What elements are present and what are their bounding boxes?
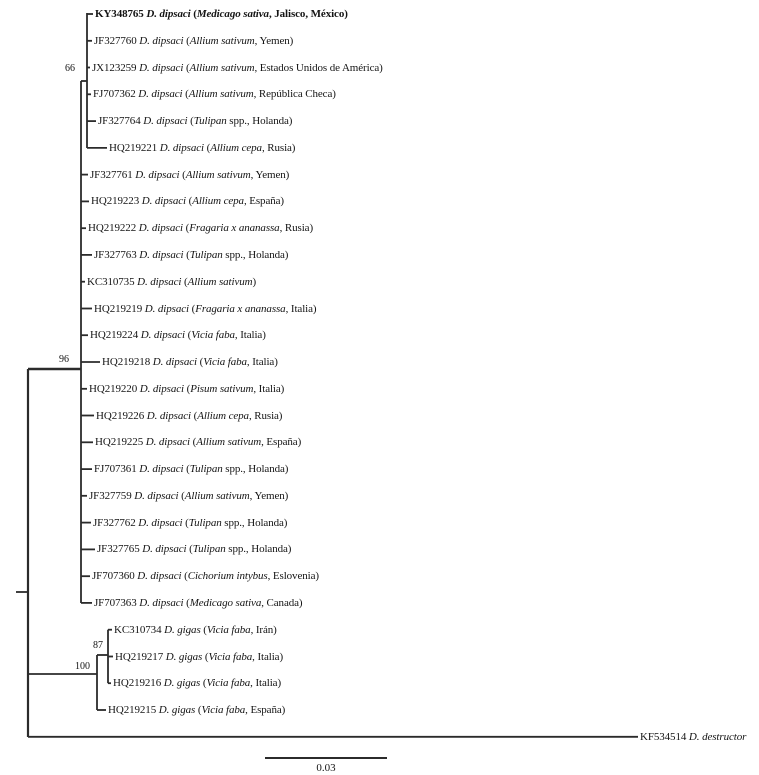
taxon-label-segment: (: [182, 222, 190, 235]
taxon-label-segment: (: [181, 570, 188, 583]
taxon-label-segment: , España): [245, 704, 286, 716]
taxon-label-segment: Tulipan: [189, 248, 223, 261]
taxon-label-segment: Medicago sativa: [196, 8, 269, 20]
taxon-label-segment: D. dipsaci: [146, 8, 191, 20]
taxon-label-segment: , Italia): [253, 382, 285, 395]
taxon-label-segment: D. gigas: [164, 623, 201, 636]
taxon-label-segment: D. dipsaci: [138, 88, 183, 101]
taxon-label-segment: , Yemen): [250, 168, 290, 181]
taxon-label-segment: , República Checa): [253, 88, 336, 101]
taxon-label-segment: JF327764: [98, 115, 144, 128]
taxon-label-segment: HQ219225: [95, 436, 146, 449]
taxon-label: [92, 60, 383, 76]
taxon-label-segment: HQ219219: [94, 302, 145, 315]
taxon-label-segment: Allium cepa: [210, 141, 262, 154]
taxon-label: [95, 6, 348, 22]
taxon-label: [114, 622, 277, 638]
taxon-label: [90, 167, 289, 183]
taxon-label-segment: D. dipsaci: [141, 195, 186, 208]
taxon-label-segment: Allium sativum: [184, 489, 250, 502]
taxon-label-segment: D. dipsaci: [145, 436, 190, 449]
taxon-label-segment: , Italia): [234, 329, 266, 342]
taxon-label-segment: JX123259: [92, 61, 140, 74]
taxon-label-segment: , Irán): [250, 623, 277, 636]
taxon-label-segment: Pisum sativum: [190, 382, 254, 395]
taxon-label-segment: JF707363: [94, 596, 140, 609]
taxon-label-segment: Allium sativum: [196, 436, 262, 449]
taxon-label-segment: Allium sativum: [189, 61, 255, 74]
taxon-label-segment: HQ219222: [88, 222, 139, 235]
taxon-label-segment: JF327763: [94, 248, 140, 261]
taxon-label-segment: (: [183, 463, 190, 476]
taxon-label-segment: , Italia): [246, 356, 278, 368]
bootstrap-support-value: 96: [59, 354, 69, 365]
taxon-label: [640, 729, 746, 745]
taxon-label-segment: spp., Holanda): [226, 115, 293, 128]
taxon-label-segment: HQ219216: [113, 677, 164, 690]
taxon-label-segment: HQ219223: [91, 195, 142, 208]
taxon-label-segment: Tulipan: [188, 516, 222, 529]
taxon-label-segment: (: [202, 650, 209, 663]
taxon-label-segment: HQ219221: [109, 141, 160, 154]
taxon-label: [93, 86, 336, 102]
taxon-label-segment: (: [190, 409, 198, 422]
taxon-label-segment: HQ219220: [89, 382, 140, 395]
taxon-label-segment: KY348765: [95, 8, 147, 20]
taxon-label-segment: (: [183, 248, 190, 261]
taxon-label-segment: D. dipsaci: [139, 34, 184, 47]
taxon-label-segment: FJ707361: [94, 463, 140, 476]
taxon-label: [98, 113, 292, 129]
taxon-label-segment: (: [200, 623, 207, 636]
taxon-label-segment: (: [196, 356, 204, 368]
taxon-label-segment: (: [203, 141, 211, 154]
taxon-label-segment: (: [179, 168, 186, 181]
taxon-label: [115, 649, 283, 665]
taxon-label-segment: , Italia): [285, 302, 317, 315]
taxon-label-segment: Tulipan: [193, 115, 227, 128]
taxon-label: [94, 33, 293, 49]
taxon-label: [97, 541, 291, 557]
taxon-label: [94, 247, 288, 263]
taxon-label-segment: D. dipsaci: [134, 489, 179, 502]
taxon-label-segment: JF327761: [90, 168, 136, 181]
taxon-label-segment: Allium cepa: [192, 195, 244, 208]
taxon-label-segment: (: [190, 8, 197, 20]
taxon-label-segment: (: [183, 34, 190, 47]
taxon-label-segment: Tulipan: [192, 543, 226, 556]
taxon-label: [94, 301, 316, 317]
taxon-label-segment: Medicago sativa: [189, 596, 262, 609]
taxon-label-segment: , Italia): [250, 677, 282, 690]
taxon-label-segment: Cichorium intybus: [187, 570, 268, 583]
taxon-label: [88, 220, 313, 236]
taxon-label-segment: (: [182, 516, 189, 529]
taxon-label-segment: D. dipsaci: [159, 141, 204, 154]
taxon-label-segment: Fragaria x ananassa: [189, 222, 280, 235]
taxon-label-segment: D. gigas: [165, 650, 203, 663]
taxon-label: [92, 568, 319, 584]
taxon-label-segment: D. dipsaci: [138, 222, 183, 235]
taxon-label-segment: D. dipsaci: [144, 302, 189, 315]
taxon-label-segment: D. dipsaci: [139, 248, 184, 261]
taxon-label-segment: Tulipan: [189, 463, 223, 476]
taxon-label-segment: (: [183, 61, 190, 74]
taxon-label: [89, 381, 284, 397]
taxon-label: [94, 595, 302, 611]
taxon-label: [89, 488, 288, 504]
taxon-label-segment: , Yemen): [249, 489, 289, 502]
taxon-label-segment: HQ219218: [102, 356, 153, 368]
taxon-label-segment: Allium sativum: [187, 275, 253, 288]
taxon-label-segment: , España): [261, 436, 302, 449]
taxon-label-segment: spp., Holanda): [225, 543, 292, 556]
scale-bar-label: 0.03: [316, 762, 336, 774]
taxon-label: [109, 140, 295, 156]
taxon-label-segment: , Italia): [252, 650, 284, 663]
taxon-label: [91, 193, 284, 209]
taxon-label-segment: (: [195, 704, 202, 716]
taxon-label-segment: spp., Holanda): [222, 248, 289, 261]
taxon-label-segment: JF327762: [93, 516, 139, 529]
taxon-label-segment: Allium cepa: [197, 409, 249, 422]
taxon-label-segment: Allium sativum: [188, 88, 254, 101]
taxon-label-segment: ): [252, 275, 257, 288]
taxon-label-segment: Vicia faba: [201, 704, 246, 716]
taxon-label-segment: , Rusia): [279, 222, 314, 235]
taxon-label-segment: HQ219224: [90, 329, 141, 342]
taxon-label: [102, 354, 278, 370]
taxon-label-segment: D. dipsaci: [140, 329, 185, 342]
taxon-label-segment: Vicia faba: [208, 650, 253, 663]
taxon-label-segment: D. gigas: [163, 677, 201, 690]
taxon-label-segment: (: [181, 275, 188, 288]
bootstrap-support-value: 66: [65, 63, 75, 74]
taxon-label-segment: (: [178, 489, 185, 502]
taxon-label-segment: D. gigas: [158, 704, 196, 716]
taxon-label-segment: (: [183, 596, 190, 609]
taxon-label-segment: D. destructor: [688, 730, 747, 743]
taxon-label-segment: D. dipsaci: [139, 463, 184, 476]
taxon-label: [113, 675, 281, 691]
taxon-label-segment: Allium sativum: [185, 168, 251, 181]
taxon-label-segment: D. dipsaci: [137, 570, 182, 583]
taxon-label-segment: spp., Holanda): [222, 463, 289, 476]
bootstrap-support-value: 100: [75, 661, 90, 672]
taxon-label-segment: (: [183, 382, 191, 395]
taxon-label-segment: D. dipsaci: [137, 275, 182, 288]
taxon-label-segment: D. dipsaci: [146, 409, 191, 422]
taxon-label-segment: D. dipsaci: [139, 382, 184, 395]
taxon-label-segment: D. dipsaci: [143, 115, 188, 128]
taxon-label-segment: Fragaria x ananassa: [195, 302, 286, 315]
taxon-label-segment: JF707360: [92, 570, 138, 583]
taxon-label-segment: D. dipsaci: [139, 596, 184, 609]
taxon-label-segment: Vicia faba: [203, 356, 247, 368]
taxon-label: [108, 702, 285, 718]
taxon-label-segment: JF327760: [94, 34, 140, 47]
taxon-label: [95, 434, 301, 450]
taxon-label-segment: KC310735: [87, 275, 138, 288]
taxon-label-segment: , Jalisco, México): [268, 8, 348, 20]
taxon-label-segment: (: [188, 302, 196, 315]
taxon-label-segment: JF327765: [97, 543, 143, 556]
taxon-label-segment: D. dipsaci: [138, 516, 183, 529]
taxon-label-segment: spp., Holanda): [221, 516, 288, 529]
taxon-label-segment: KF534514: [640, 730, 689, 743]
taxon-label-segment: , Estados Unidos de América): [254, 61, 383, 74]
taxon-label-segment: (: [200, 677, 207, 690]
taxon-label-segment: Allium sativum: [189, 34, 255, 47]
taxon-label-segment: , Yemen): [254, 34, 294, 47]
taxon-label-segment: (: [189, 436, 197, 449]
taxon-label-segment: , Rusia): [248, 409, 283, 422]
taxon-label-segment: HQ219226: [96, 409, 147, 422]
taxon-label-segment: HQ219215: [108, 704, 159, 716]
taxon-label: [90, 327, 266, 343]
taxon-label-segment: (: [187, 115, 194, 128]
taxon-label-segment: (: [186, 543, 193, 556]
taxon-label-segment: (: [184, 329, 192, 342]
taxon-label-segment: (: [182, 88, 189, 101]
taxon-label-segment: FJ707362: [93, 88, 139, 101]
taxon-label-segment: D. dipsaci: [135, 168, 180, 181]
taxon-label: [93, 515, 287, 531]
taxon-label-segment: KC310734: [114, 623, 165, 636]
taxon-label-segment: , Canada): [261, 596, 303, 609]
taxon-label: [87, 274, 256, 290]
taxon-label-segment: (: [185, 195, 193, 208]
taxon-label-segment: D. dipsaci: [142, 543, 187, 556]
taxon-label-segment: , Rusia): [261, 141, 296, 154]
taxon-label-segment: JF327759: [89, 489, 135, 502]
taxon-label-segment: D. dipsaci: [152, 356, 197, 368]
taxon-label-segment: Vicia faba: [206, 623, 251, 636]
bootstrap-support-value: 87: [93, 640, 103, 651]
taxon-label-segment: Vicia faba: [206, 677, 251, 690]
taxon-label-segment: D. dipsaci: [139, 61, 184, 74]
taxon-label-segment: , España): [243, 195, 284, 208]
taxon-label: [96, 408, 282, 424]
taxon-label: [94, 461, 288, 477]
taxon-label-segment: Vicia faba: [191, 329, 235, 342]
taxon-label-segment: HQ219217: [115, 650, 166, 663]
taxon-label-segment: , Eslovenia): [267, 570, 319, 583]
